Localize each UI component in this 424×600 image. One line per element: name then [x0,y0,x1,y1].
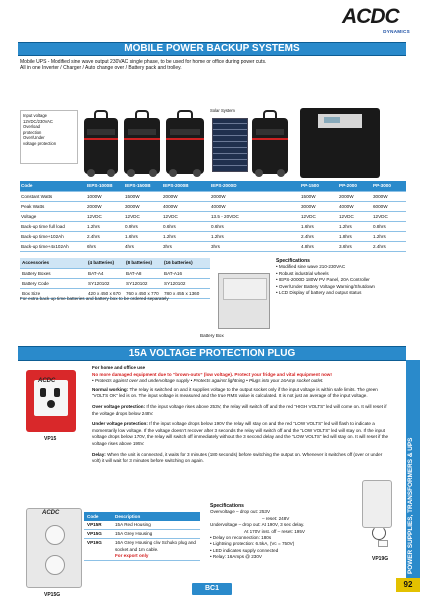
spec-item: • LCD Display of battery and output status [276,290,362,296]
logo-letters: ACDC [342,5,399,28]
section1-intro [20,59,400,72]
vp19g-plug [378,540,388,547]
bc-badge: BC1 [192,583,232,595]
spec-item: • IEPS-2000D 180W PV Panel, 20A Controller [276,277,370,283]
acc-cell: SY120102 [162,278,210,288]
spec-cell: 0.9hrs [124,221,162,231]
spec-table [20,181,406,252]
spec-item: • Over/Under Battery Voltage Warning/Shutdown [276,283,375,289]
specifications-list [276,258,375,296]
acc-header: (8 batteries) [124,258,162,268]
acc-cell: 760 x 450 x 770 [124,288,162,298]
acc-cell: BAT-A16 [162,268,210,278]
solar-system-label: Solar System [210,108,235,113]
spec-cell: 1.2hrs [372,231,406,241]
table-row [20,191,406,201]
para-lead: Under voltage protection: [92,421,148,427]
spec-cell: 12VDC [86,211,124,221]
paragraph-delay [92,452,392,465]
table-row [20,268,210,278]
feature-line: voltage protection [23,140,57,146]
spec-item: • Robust industrial wheels [276,270,329,276]
spec-cell: 2000W [210,191,300,201]
spec-cell: 6hrs [86,241,124,251]
acc-cell: SY120102 [124,278,162,288]
spec-cell: 2000W [338,191,372,201]
power-pack-image [300,108,380,178]
row-label: Peak Watts [20,201,86,211]
vp19g-label: VP19G [372,556,389,562]
plug-logo: ACDC [38,378,56,384]
para-lead: Normal working: [92,386,129,392]
specifications-title: Specifications [276,258,310,264]
spec-cell: 1.2hrs [86,221,124,231]
spec-cell: 1500W [300,191,338,201]
spec-cell: 1.2hrs [338,221,372,231]
row-label: Voltage [20,211,86,221]
paragraph-over [92,404,392,417]
table-row [84,530,200,539]
acc-header: (16 batteries) [162,258,210,268]
spec-cell: 3hrs [210,241,300,251]
codes-header: Code [84,512,112,521]
spec-cell: 12VDC [338,211,372,221]
para-text: The relay is switched on and it supplies voltage to the output socket only if the input voltage is within safe limits. The green “VOLTS OK” led is on. The input voltage is measured and the true RMS value is calculated. It is not just an average of the input voltage. [92,386,378,399]
row-label: Back-up time full load [20,221,86,231]
plug-spec-item: • Lightning protection: 6.5kA, (Vc = 750V) [210,541,295,547]
spec-cell: 4.8hrs [300,241,338,251]
spec-header: PP-3000 [372,181,406,191]
plug-spec-item: • Delay on reconnection: 180s [210,535,272,541]
spec-cell: 12VDC [124,211,162,221]
section2-body [92,365,392,469]
para-text: If the input voltage drops below 190V the relay will stay on and the red “LOW VOLTS” led will flash to indicate a momentarily low voltage. If the voltage doesn’t recover after 3 seconds the relay will switch off and the “LOW VOLTS” led will stay on. If the input voltage drops below 170V, the relay will switch off immediately without the 3 second delay and the “LOW VOLTS” led will stay on. It will reset if the voltage rises above 195V. [92,421,389,446]
acc-cell: 420 x 450 x 670 [86,288,124,298]
section1-title: MOBILE POWER BACKUP SYSTEMS [18,42,406,56]
plug-spec-item: • Relay: 16Amps @ 230V [210,554,262,560]
feature-line: protection [23,129,42,135]
export-only: For export only [115,552,149,558]
spec-cell: 4000W [338,201,372,211]
vp15g-plug-image [26,508,82,588]
row-label: Battery Code [20,278,86,288]
desc-cell: 15A Grey Housing [112,530,200,539]
acc-header-row [20,258,210,268]
spec-cell: 3000W [372,191,406,201]
battery-note: For extra back up time batteries and battery box to be ordered separately [20,296,169,301]
vp15g-label: VP15G [44,592,61,598]
feature-line: 12VDC/230VAC [23,118,53,124]
spec-cell: 3hrs [162,241,210,251]
spec-cell: 4000W [210,201,300,211]
plug-specifications [210,503,370,561]
spec-header-row [20,181,406,191]
row-label: Battery Boxes [20,268,86,278]
para-text: If the input voltage rises above 253V, the relay will switch off and the red “HIGH VOLTS” led will come on. It will reset if the voltage drops below 248V. [92,403,387,416]
spec-cell: 6000W [372,201,406,211]
row-label: Constant Watts [20,191,86,201]
plug-spec-title: Specifications [210,503,244,509]
spec-cell: 3.6hrs [338,241,372,251]
acc-header: Accessories [20,258,86,268]
spec-cell: 2.4hrs [300,231,338,241]
spec-cell: 0.6hrs [210,221,300,231]
table-row [20,241,406,251]
plug-spec-item: • LED indicates supply connected [210,547,279,553]
feature-line: Input voltage [23,113,47,118]
para-lead: Over voltage protection: [92,403,146,409]
codes-table [84,512,200,561]
row-label: Back-up time+102Ah [20,231,86,241]
spec-cell: 1000W [86,191,124,201]
spec-cell: 1.2hrs [162,231,210,241]
intro-line-2: All in one Inverter / Charger / Auto change over / Battery pack and trolley. [20,65,182,72]
spec-cell: 3000W [124,201,162,211]
accessories-table [20,258,210,299]
spec-cell: 2.4hrs [86,231,124,241]
spec-cell: 1.2hrs [210,231,300,241]
ups-unit-image [84,118,118,174]
spec-cell: 12VDC [372,211,406,221]
table-row [20,221,406,231]
spec-header: IEPS-2000B [162,181,210,191]
feature-line: Overload [23,124,40,130]
spec-cell: 4000W [162,201,210,211]
acc-cell: 780 x 455 x 1360 [162,288,210,298]
spec-cell: 0.6hrs [162,221,210,231]
table-row [84,521,200,530]
logo-sub: DYNAMICS [383,29,410,34]
vp15-label: VP15 [44,436,57,442]
table-row [20,211,406,221]
spec-cell: 12VDC [162,211,210,221]
acc-cell: SY120102 [86,278,124,288]
vp19g-cable [372,526,386,540]
spec-cell: 2000W [86,201,124,211]
ups-unit-image [124,118,160,174]
section2-title: 15A VOLTAGE PROTECTION PLUG [18,346,406,361]
paragraph-normal [92,387,392,400]
spec-cell: 12VDC [300,211,338,221]
code-cell: VP15G [84,530,112,539]
plug-spec-item: Undervoltage – drop out: At 190V, 3 sec delay. [210,522,305,528]
spec-cell: 1.8hrs [338,231,372,241]
desc-cell: 15A Red Housing [112,521,200,530]
spec-header: PP-2000 [338,181,372,191]
home-office-heading: For home and office use [92,365,146,370]
spec-header: PP-1500 [300,181,338,191]
solar-panel-image [212,118,248,172]
acc-cell: BAT-A8 [124,268,162,278]
table-row [20,231,406,241]
bullets: • Protects against over and undervoltage supply • Protects against lightning • Plugs into your 16Amp socket outlet. [92,378,324,384]
row-label: Back-up time+4x102Ah [20,241,86,251]
spec-cell: 4hrs [124,241,162,251]
feature-line: Over/Under [23,135,45,141]
category-sidebar [406,360,420,580]
acdc-logo [342,6,410,32]
spec-cell: 1.6hrs [124,231,162,241]
code-cell: VP19G [84,539,112,561]
spec-cell: 1500W [124,191,162,201]
spec-cell: 2.4hrs [372,241,406,251]
spec-item: • Modified sine wave 210-230VAC [276,264,346,270]
table-row [84,539,200,561]
spec-cell: 3000W [300,201,338,211]
row-label: Box Size [20,288,86,298]
tagline: No more damaged equipment due to “brown-outs” (low voltage). Protect your fridge and vital equipment now! [92,371,332,377]
spec-header: IEPS-1000B [86,181,124,191]
plug-spec-item: Overvoltage – drop out: 253V [210,509,271,515]
plug-logo: ACDC [42,510,60,516]
table-row [20,278,210,288]
spec-cell: 0.8hrs [372,221,406,231]
ups-unit-image [252,118,288,174]
feature-box [20,110,78,164]
plug-spec-item: – reset: 248V [262,515,290,521]
spec-cell: 13.5 - 20VDC [210,211,300,221]
paragraph-under [92,421,392,447]
para-lead: Delay: [92,451,106,457]
desc-cell [112,539,200,561]
spec-header: Code [20,181,86,191]
codes-header: Description [112,512,200,521]
category-label: POWER SUPPLIES, TRANSFORMERS & UPS [407,437,414,574]
page-number: 92 [396,578,420,592]
spec-header: IEPS-2000D [210,181,300,191]
table-row [20,201,406,211]
battery-box-label: Battery Box [200,333,224,338]
acc-header: (4 batteries) [86,258,124,268]
ups-unit-image [166,118,204,174]
codes-header-row [84,512,200,521]
spec-header: IEPS-1500B [124,181,162,191]
intro-line-1: Mobile UPS - Modified sine wave output 230VAC single phase, to be used for home or office during power cuts. [20,59,267,65]
battery-box-image [218,273,270,329]
acc-cell: BAT-A4 [86,268,124,278]
spec-cell: 2000W [162,191,210,201]
desc-text: 16A Grey Housing c/w Schuko plug and socket and 1m cable. [115,540,196,552]
plug-spec-item: At 170V inst. off – reset: 195V [244,528,305,534]
para-text: When the unit is connected, it waits for 3 minutes (180 seconds) before switching the output on. Whenever it switches off (over or under volt) it will wait for 3 minutes before switching on again. [92,451,383,464]
spec-cell: 1.6hrs [300,221,338,231]
code-cell: VP15R [84,521,112,530]
